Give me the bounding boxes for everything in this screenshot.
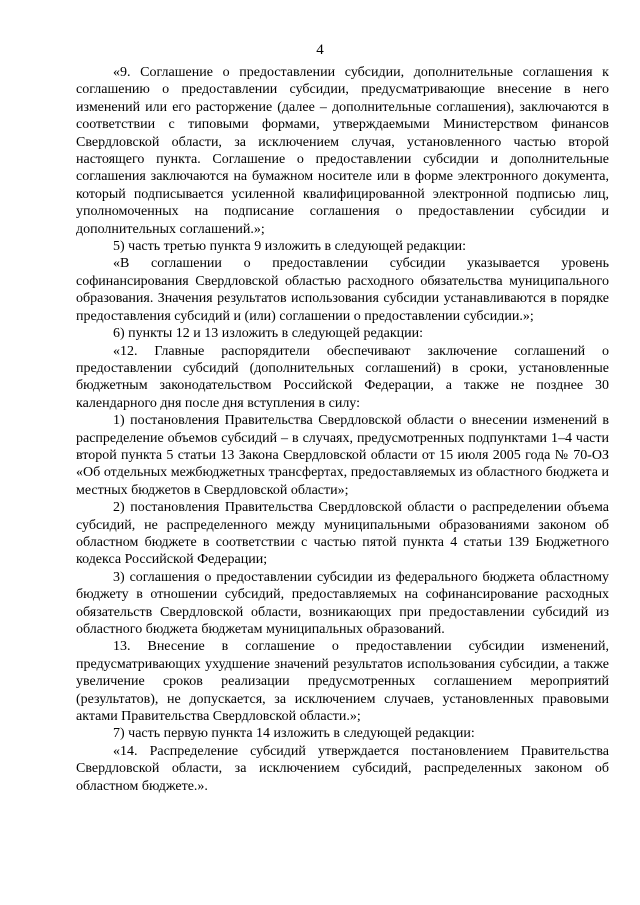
paragraph-subitem-2: 2) постановления Правительства Свердловской области о распределении объема субсидий, не распределенного между муниципальными образованиями законом об областном бюджете в соответствии с частью пятой пункта 4 статьи 139 Бюджетного кодекса Российской Федерации;: [76, 500, 609, 568]
paragraph-amendment-7: 7) часть первую пункта 14 изложить в следующей редакции:: [113, 726, 475, 742]
paragraph-subitem-3: 3) соглашения о предоставлении субсидии из федерального бюджета областному бюджету в отношении субсидий, предоставляемых на софинансирование расходных обязательств Свердловской области, возникающих при предоставлении субсидий из областного бюджета бюджетам муниципальных образований.: [76, 569, 609, 637]
paragraph-subitem-1: 1) постановления Правительства Свердловской области о внесении изменений в распределение объемов субсидий – в случаях, предусмотренных подпунктами 1–4 части второй пункта 5 статьи 13 Закона Свердловской области от 15 июля 2005 года № 70-ОЗ «Об отдельных межбюджетных трансфертах, предоставляемых из областного бюджета и местных бюджетов в Свердловской области»;: [76, 413, 609, 498]
paragraph-clause-14: «14. Распределение субсидий утверждается постановлением Правительства Свердловской области, за исключением субсидий, распределенных законом об областном бюджете.».: [76, 743, 609, 794]
paragraph-amendment-5: 5) часть третью пункта 9 изложить в следующей редакции:: [113, 239, 466, 255]
document-body: [76, 64, 609, 795]
paragraph-cofinancing-level: «В соглашении о предоставлении субсидии указывается уровень софинансирования Свердловской областью расходного обязательства муниципального образования. Значения результатов использования субсидии устанавливаются в порядке предоставления субсидий и (или) соглашении о предоставлении субсидии.»;: [76, 256, 609, 324]
paragraph-amendment-6: 6) пункты 12 и 13 изложить в следующей редакции:: [113, 326, 424, 342]
page-number: 4: [316, 42, 324, 58]
paragraph-clause-9: «9. Соглашение о предоставлении субсидии, дополнительные соглашения к соглашению о предоставлении субсидии, предусматривающие внесение в него изменений или его расторжение (далее – дополнительные соглашения), заключаются в соответствии с типовыми формами, утверждаемыми Министерством финансов Свердловской области, за исключением случая, установленного частью второй настоящего пункта. Соглашение о предоставлении субсидии и дополнительные соглашения заключаются на бумажном носителе или в форме электронного документа, который подписывается усиленной квалифицированной электронной подписью лиц, уполномоченных на подписание соглашения о предоставлении субсидии и дополнительных соглашений.»;: [76, 65, 609, 237]
paragraph-clause-13: 13. Внесение в соглашение о предоставлении субсидии изменений, предусматривающих ухудшение значений результатов использования субсидии, а также увеличение сроков реализации предусмотренных соглашением мероприятий (результатов), не допускается, за исключением случаев, установленных правовыми актами Правительства Свердловской области.»;: [76, 639, 609, 725]
paragraph-clause-12: «12. Главные распорядители обеспечивают заключение соглашений о предоставлении субсидий (дополнительных соглашений) в сроки, установленные бюджетным законодательством Российской Федерации, а также не позднее 30 календарного дня после дня вступления в силу:: [76, 343, 609, 411]
